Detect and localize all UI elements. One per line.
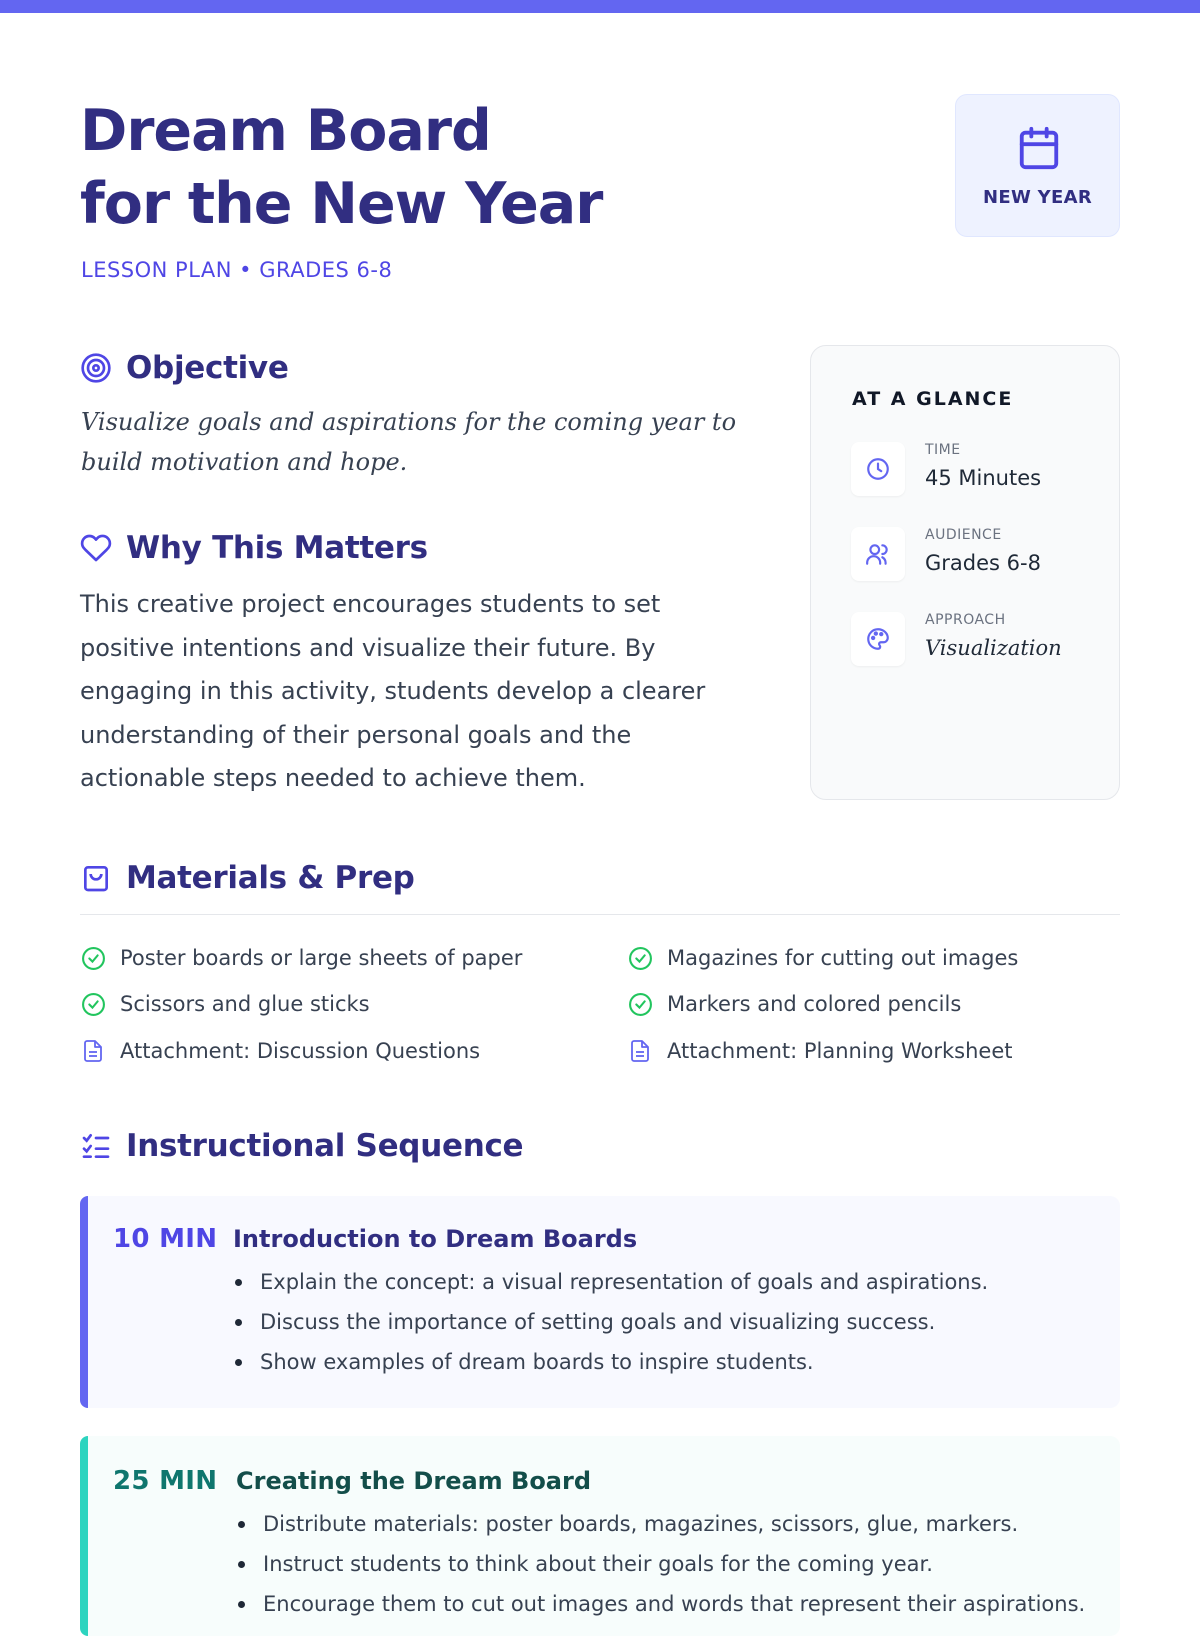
- file-text-icon: [80, 1038, 106, 1064]
- page-title: [80, 95, 780, 241]
- material-item: [627, 991, 961, 1017]
- material-text: Magazines for cutting out images: [667, 946, 1019, 970]
- title-line-1: Dream Board: [80, 98, 491, 164]
- glance-item-audience: [851, 527, 1101, 587]
- heart-icon: [80, 531, 114, 565]
- step-duration: 10 MIN: [113, 1224, 218, 1254]
- material-item: [80, 945, 522, 971]
- objective-heading-text: Objective: [126, 350, 289, 386]
- step-bullets: [232, 1262, 988, 1382]
- check-circle-icon: [80, 945, 106, 971]
- step-bullet: Explain the concept: a visual representation of goals and aspirations.: [232, 1262, 988, 1302]
- new-year-badge: [955, 94, 1120, 237]
- step-accent-bar: [80, 1436, 88, 1636]
- attachment-planning-worksheet[interactable]: [627, 1038, 1013, 1064]
- step-bullet: Encourage them to cut out images and words that represent their aspirations.: [235, 1584, 1085, 1624]
- sequence-heading: [80, 1128, 523, 1164]
- glance-label: TIME: [925, 442, 961, 458]
- material-text: Attachment: Planning Worksheet: [667, 1039, 1013, 1063]
- clock-icon: [851, 442, 905, 496]
- title-line-2: for the New Year: [80, 171, 603, 237]
- check-circle-icon: [627, 945, 653, 971]
- material-text: Poster boards or large sheets of paper: [120, 946, 523, 970]
- glance-label: AUDIENCE: [925, 527, 1002, 543]
- step-bullet: Discuss the importance of setting goals and visualizing success.: [232, 1302, 988, 1342]
- sequence-heading-text: Instructional Sequence: [126, 1128, 524, 1164]
- check-circle-icon: [80, 991, 106, 1017]
- glance-value: Visualization: [925, 636, 1062, 660]
- attachment-discussion-questions[interactable]: [80, 1038, 480, 1064]
- material-text: Scissors and glue sticks: [120, 992, 370, 1016]
- sequence-step: [80, 1196, 1120, 1408]
- materials-divider: [80, 914, 1120, 915]
- page-subtitle: LESSON PLAN • GRADES 6-8: [81, 258, 393, 282]
- glance-label: APPROACH: [925, 612, 1006, 628]
- material-text: Markers and colored pencils: [667, 992, 962, 1016]
- step-duration: 25 MIN: [113, 1466, 218, 1496]
- sequence-step: [80, 1436, 1120, 1636]
- materials-heading: [80, 860, 415, 896]
- step-bullet: Instruct students to think about their goals for the coming year.: [235, 1544, 1085, 1584]
- step-accent-bar: [80, 1196, 88, 1408]
- file-text-icon: [627, 1038, 653, 1064]
- step-title: Introduction to Dream Boards: [233, 1225, 638, 1253]
- target-icon: [80, 351, 114, 385]
- step-bullets: [235, 1504, 1085, 1624]
- palette-icon: [851, 612, 905, 666]
- badge-label: NEW YEAR: [982, 187, 1092, 208]
- users-icon: [851, 527, 905, 581]
- material-text: Attachment: Discussion Questions: [120, 1039, 481, 1063]
- objective-heading: [80, 350, 289, 386]
- top-accent-bar: [0, 0, 1200, 13]
- why-heading-text: Why This Matters: [126, 530, 428, 566]
- materials-heading-text: Materials & Prep: [126, 860, 415, 896]
- material-item: [80, 991, 370, 1017]
- step-bullet: Show examples of dream boards to inspire students.: [232, 1342, 988, 1382]
- objective-text: Visualize goals and aspirations for the coming year to build motivation and hope.: [81, 408, 737, 476]
- step-title: Creating the Dream Board: [236, 1467, 592, 1495]
- why-text: This creative project encourages students to set positive intentions and visualize their future. By engaging in this activity, students develop a clearer understanding of their personal goals and the actionable steps needed to achieve them.: [80, 590, 706, 792]
- why-heading: [80, 530, 428, 566]
- calendar-icon: [1016, 123, 1062, 173]
- step-bullet: Distribute materials: poster boards, magazines, scissors, glue, markers.: [235, 1504, 1085, 1544]
- glance-item-time: [851, 442, 1101, 502]
- glance-item-approach: [851, 612, 1101, 672]
- glance-value: Grades 6-8: [925, 551, 1041, 575]
- list-checks-icon: [80, 1129, 114, 1163]
- check-circle-icon: [627, 991, 653, 1017]
- glance-title: AT A GLANCE: [852, 388, 1014, 410]
- shopping-bag-icon: [80, 861, 114, 895]
- material-item: [627, 945, 1018, 971]
- at-a-glance-card: [810, 345, 1120, 800]
- glance-value: 45 Minutes: [925, 466, 1042, 490]
